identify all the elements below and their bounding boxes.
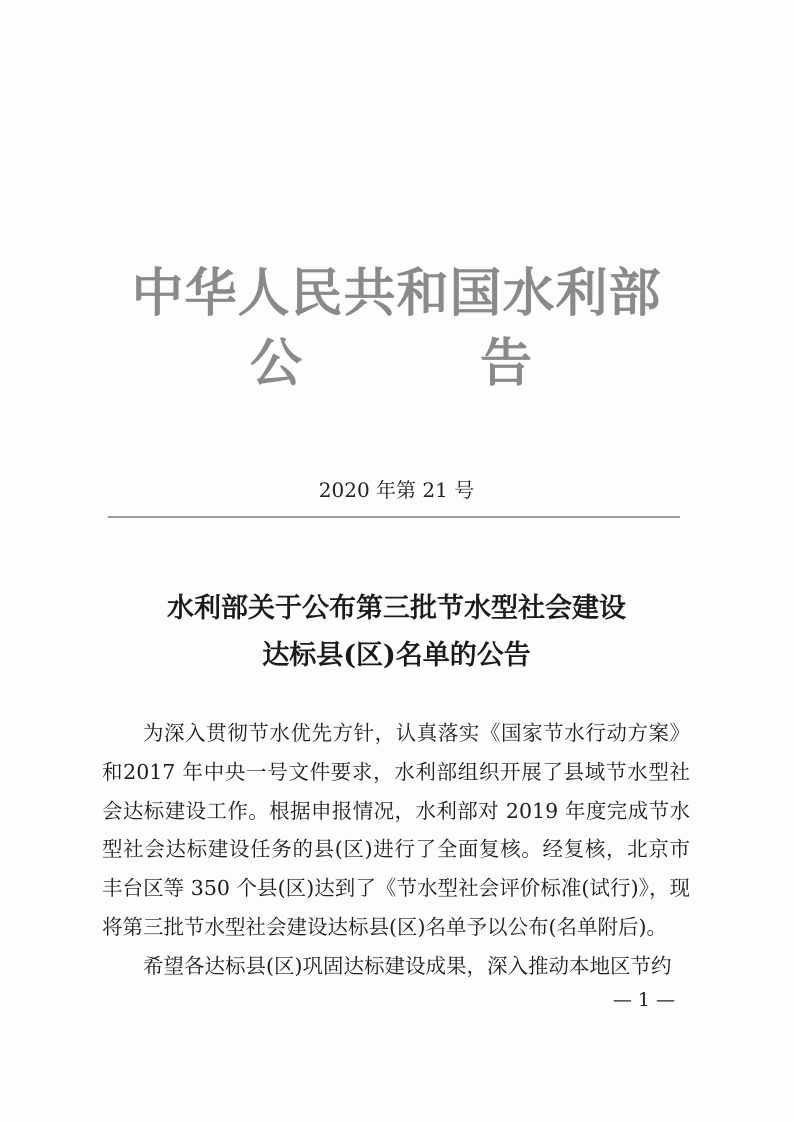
notice-title-line-2: 达标县(区)名单的公告 bbox=[262, 640, 531, 671]
ministry-name-header: 中华人民共和国水利部 bbox=[131, 264, 662, 324]
notice-title-line-1: 水利部关于公布第三批节水型社会建设 bbox=[167, 593, 626, 624]
body-paragraph-2: 希望各达标县(区)巩固达标建设成果，深入推动本地区节约 bbox=[143, 953, 672, 978]
notice-body bbox=[102, 714, 690, 986]
doc-type-header bbox=[0, 332, 793, 396]
body-paragraph-1: 为深入贯彻节水优先方针，认真落实《国家节水行动方案》和2017 年中央一号文件要求，水利部组织开展了县域节水型社会达标建设工作。根据申报情况，水利部对 2019 年度完成节水型社会达标建设任务的县(区)进行了全面复核。经复核，北京市丰台区等 350 个县(区)达到了《节水型社会评价标准(试行)》，现将第三批节水型社会建设达标县(区)名单予以公布(名单附后)。 bbox=[102, 721, 690, 939]
page-number: — 1 — bbox=[612, 989, 675, 1011]
header-divider-line bbox=[108, 516, 680, 518]
doc-type-char-gong: 公 bbox=[250, 334, 303, 394]
doc-type-char-gao: 告 bbox=[480, 334, 533, 394]
document-number: 2020 年第 21 号 bbox=[318, 478, 475, 502]
